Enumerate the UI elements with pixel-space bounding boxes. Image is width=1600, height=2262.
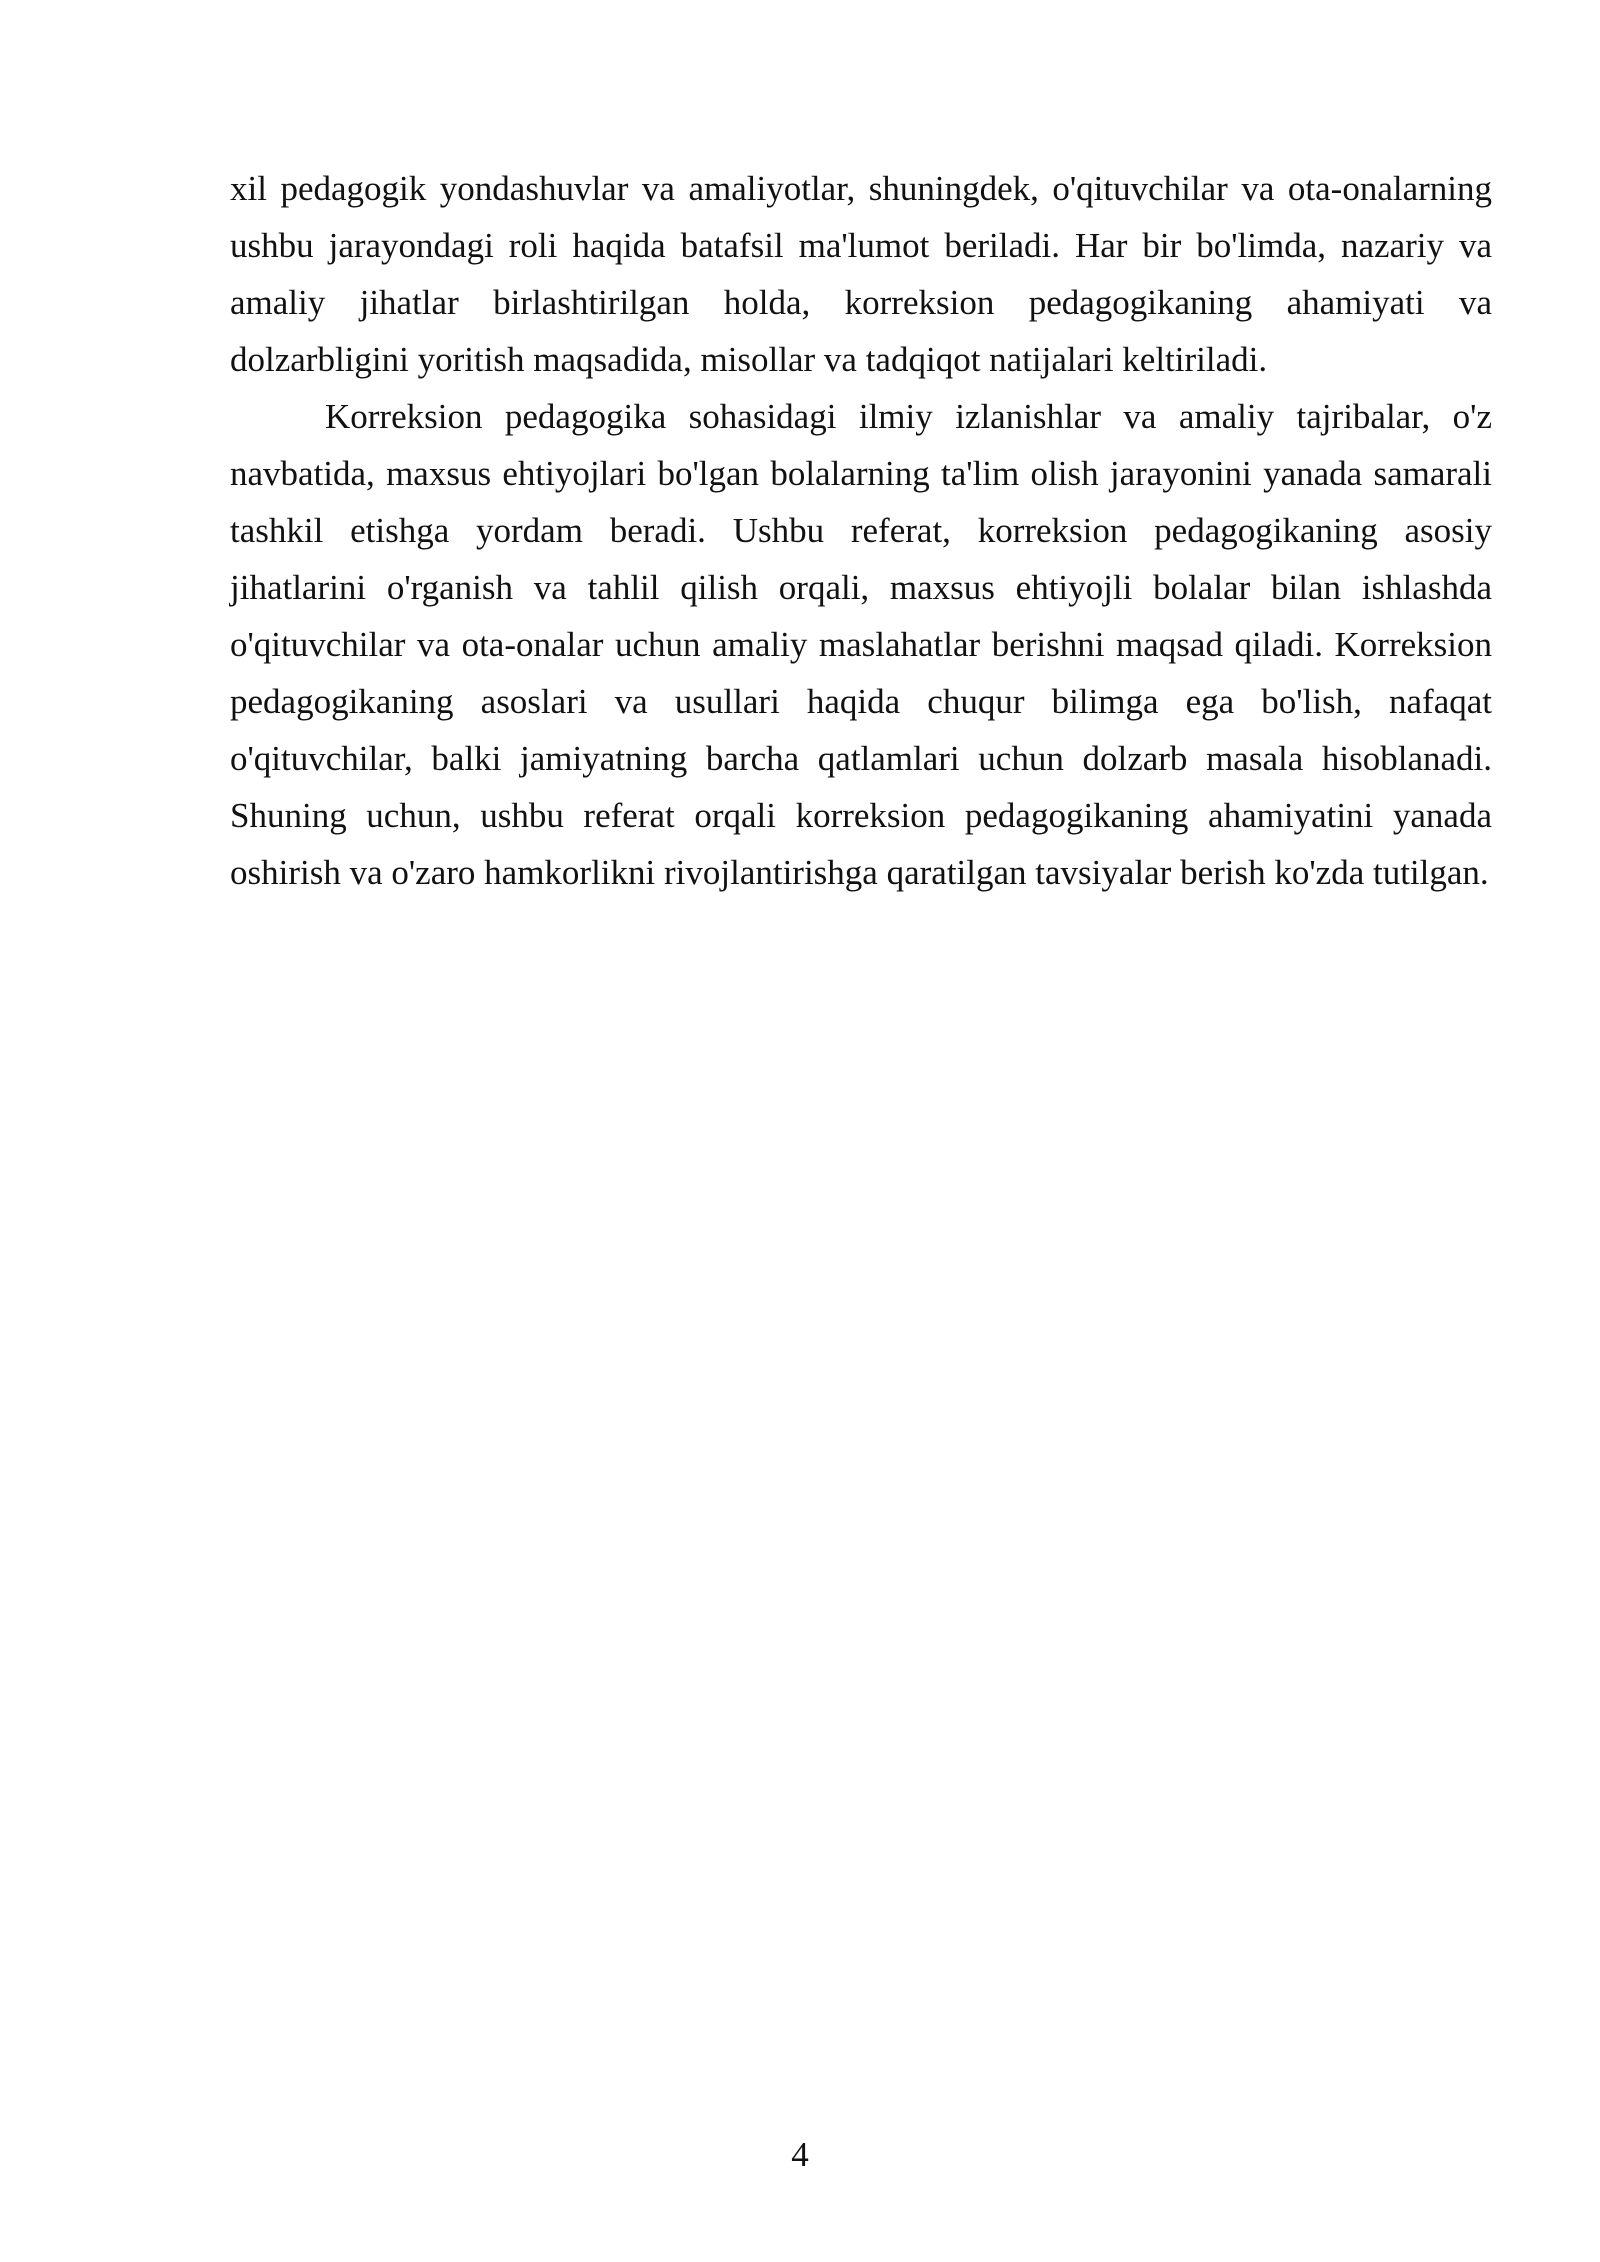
body-text	[230, 160, 1492, 901]
paragraph-korreksion-pedagogika: Korreksion pedagogika sohasidagi ilmiy izlanishlar va amaliy tajribalar, o'z navbatida, maxsus ehtiyojlari bo'lgan bolalarning ta'lim olish jarayonini yanada samarali tashkil etishga yordam beradi. Ushbu referat, korreksion pedagogikaning asosiy jihatlarini o'rganish va tahlil qilish orqali, maxsus ehtiyojli bolalar bilan ishlashda o'qituvchilar va ota-onalar uchun amaliy maslahatlar berishni maqsad qiladi. Korreksion pedagogikaning asoslari va usullari haqida chuqur bilimga ega bo'lish, nafaqat o'qituvchilar, balki jamiyatning barcha qatlamlari uchun dolzarb masala hisoblanadi. Shuning uchun, ushbu referat orqali korreksion pedagogikaning ahamiyatini yanada oshirish va o'zaro hamkorlikni rivojlantirishga qaratilgan tavsiyalar berish ko'zda tutilgan.	[230, 397, 1492, 892]
paragraph-continuation: xil pedagogik yondashuvlar va amaliyotlar, shuningdek, o'qituvchilar va ota-onalarning ushbu jarayondagi roli haqida batafsil ma'lumot beriladi. Har bir bo'limda, nazariy va amaliy jihatlar birlashtirilgan holda, korreksion pedagogikaning ahamiyati va dolzarbligini yoritish maqsadida, misollar va tadqiqot natijalari keltiriladi.	[230, 169, 1492, 379]
page-number: 4	[791, 2135, 809, 2174]
